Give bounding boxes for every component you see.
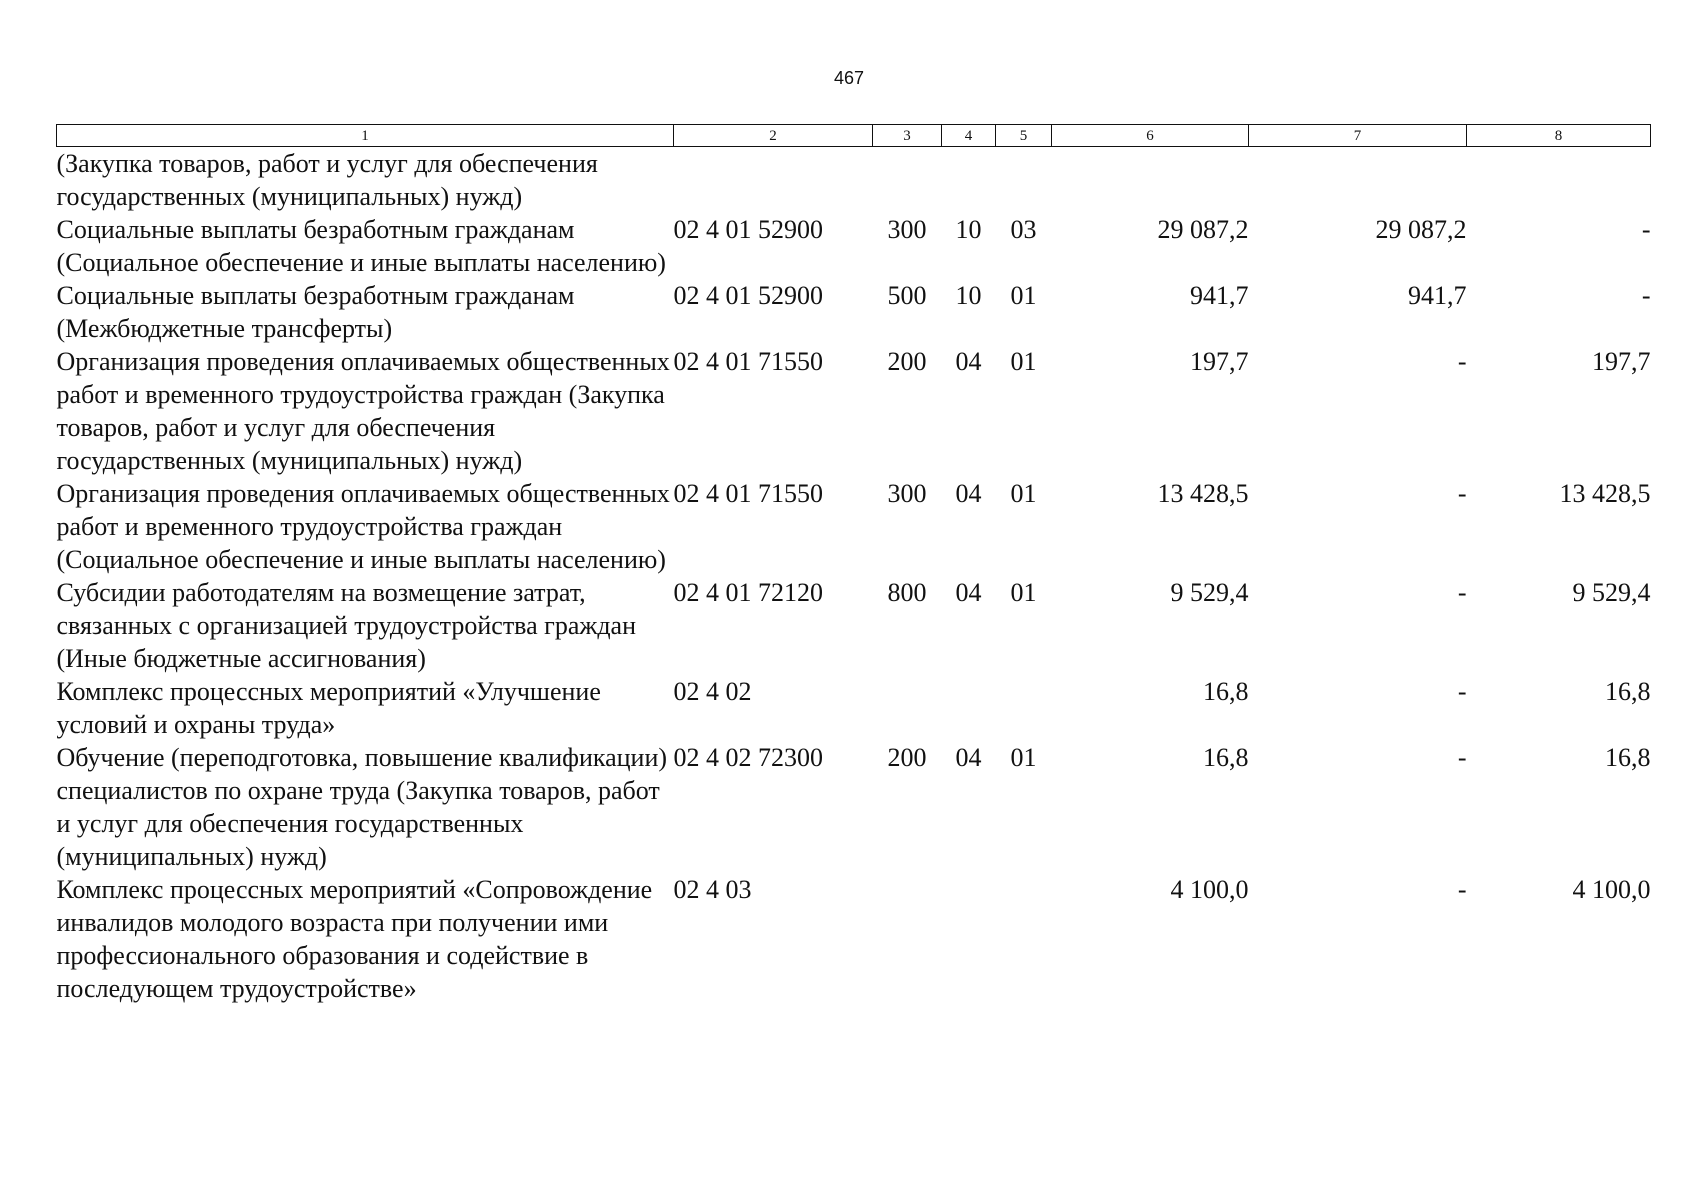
table-row xyxy=(57,675,1651,741)
total-amount: 13 428,5 xyxy=(1157,479,1249,508)
section-code: 10 xyxy=(955,281,982,310)
column-number-4: 4 xyxy=(942,125,996,147)
federal-amount: - xyxy=(1457,875,1467,904)
regional-amount: 197,7 xyxy=(1592,347,1651,376)
total-amount: 197,7 xyxy=(1190,347,1249,376)
expense-type-code: 500 xyxy=(887,281,927,310)
federal-amount xyxy=(1249,147,1467,214)
page-number: 467 xyxy=(833,68,865,88)
federal-amount: - xyxy=(1457,743,1467,772)
table-row xyxy=(57,576,1651,675)
target-article-code: 02 4 02 xyxy=(673,677,752,706)
expense-type-code xyxy=(873,147,942,214)
expense-type-code: 200 xyxy=(887,347,927,376)
target-article-code: 02 4 01 52900 xyxy=(673,281,823,310)
expense-type-code: 800 xyxy=(887,578,927,607)
target-article-code: 02 4 01 72120 xyxy=(673,578,823,607)
regional-amount: - xyxy=(1641,215,1651,244)
column-number-3: 3 xyxy=(873,125,942,147)
section-code: 10 xyxy=(955,215,982,244)
header-row xyxy=(57,125,1651,147)
target-article-code: 02 4 03 xyxy=(673,875,752,904)
table-row xyxy=(57,873,1651,1005)
target-article-code: 02 4 01 52900 xyxy=(673,215,823,244)
section-code: 04 xyxy=(955,479,982,508)
subsection-code: 01 xyxy=(1010,743,1037,772)
regional-amount: 13 428,5 xyxy=(1559,479,1651,508)
item-name: Субсидии работодателям на возмещение затрат, связанных с организацией трудоустройства граждан (Иные бюджетные ассигнования) xyxy=(56,578,637,673)
regional-amount: 9 529,4 xyxy=(1572,578,1651,607)
item-name: Социальные выплаты безработным гражданам (Межбюджетные трансферты) xyxy=(56,281,575,343)
subsection-code xyxy=(996,873,1052,1005)
section-code xyxy=(942,675,996,741)
table-row xyxy=(57,147,1651,214)
subsection-code: 01 xyxy=(1010,281,1037,310)
column-number-1: 1 xyxy=(57,125,674,147)
item-name: Обучение (переподготовка, повышение квалификации) специалистов по охране труда (Закупка товаров, работ и услуг для обеспечения государственных (муниципальных) нужд) xyxy=(56,743,668,871)
subsection-code: 03 xyxy=(1010,215,1037,244)
regional-amount: - xyxy=(1641,281,1651,310)
section-code xyxy=(942,147,996,214)
subsection-code: 01 xyxy=(1010,479,1037,508)
section-code: 04 xyxy=(955,347,982,376)
item-name: Комплекс процессных мероприятий «Улучшение условий и охраны труда» xyxy=(56,677,601,739)
federal-amount: - xyxy=(1457,347,1467,376)
subsection-code xyxy=(996,675,1052,741)
table-body xyxy=(57,147,1651,1006)
table-header xyxy=(57,125,1651,147)
item-name: Организация проведения оплачиваемых общественных работ и временного трудоустройства граждан (Закупка товаров, работ и услуг для обеспечения государственных (муниципальных) нужд) xyxy=(56,347,670,475)
total-amount xyxy=(1052,147,1249,214)
total-amount: 9 529,4 xyxy=(1170,578,1249,607)
target-article-code: 02 4 01 71550 xyxy=(673,347,823,376)
expense-type-code: 300 xyxy=(887,215,927,244)
target-article-code xyxy=(674,147,873,214)
item-name: Комплекс процессных мероприятий «Сопровождение инвалидов молодого возраста при получении ими профессионального образования и содействие в последующем трудоустройстве» xyxy=(56,875,653,1003)
column-number-5: 5 xyxy=(996,125,1052,147)
table-row xyxy=(57,279,1651,345)
item-name: (Закупка товаров, работ и услуг для обеспечения государственных (муниципальных) нужд) xyxy=(56,149,598,211)
column-number-6: 6 xyxy=(1052,125,1249,147)
expense-type-code: 200 xyxy=(887,743,927,772)
regional-amount: 4 100,0 xyxy=(1572,875,1651,904)
column-number-7: 7 xyxy=(1249,125,1467,147)
federal-amount: - xyxy=(1457,677,1467,706)
subsection-code xyxy=(996,147,1052,214)
budget-table xyxy=(56,124,1651,1005)
expense-type-code: 300 xyxy=(887,479,927,508)
section-code: 04 xyxy=(955,578,982,607)
expense-type-code xyxy=(873,675,942,741)
table-row xyxy=(57,741,1651,873)
subsection-code: 01 xyxy=(1010,347,1037,376)
total-amount: 941,7 xyxy=(1190,281,1249,310)
federal-amount: - xyxy=(1457,578,1467,607)
item-name: Организация проведения оплачиваемых общественных работ и временного трудоустройства граждан (Социальное обеспечение и иные выплаты населению) xyxy=(56,479,670,574)
total-amount: 16,8 xyxy=(1203,677,1249,706)
regional-amount: 16,8 xyxy=(1605,743,1651,772)
column-number-8: 8 xyxy=(1467,125,1651,147)
expense-type-code xyxy=(873,873,942,1005)
federal-amount: - xyxy=(1457,479,1467,508)
subsection-code: 01 xyxy=(1010,578,1037,607)
table-row xyxy=(57,213,1651,279)
total-amount: 16,8 xyxy=(1203,743,1249,772)
total-amount: 4 100,0 xyxy=(1170,875,1249,904)
target-article-code: 02 4 02 72300 xyxy=(673,743,823,772)
table-row xyxy=(57,477,1651,576)
section-code: 04 xyxy=(955,743,982,772)
federal-amount: 29 087,2 xyxy=(1375,215,1467,244)
column-number-2: 2 xyxy=(674,125,873,147)
federal-amount: 941,7 xyxy=(1408,281,1467,310)
total-amount: 29 087,2 xyxy=(1157,215,1249,244)
target-article-code: 02 4 01 71550 xyxy=(673,479,823,508)
table-row xyxy=(57,345,1651,477)
regional-amount: 16,8 xyxy=(1605,677,1651,706)
section-code xyxy=(942,873,996,1005)
item-name: Социальные выплаты безработным гражданам (Социальное обеспечение и иные выплаты населению) xyxy=(56,215,666,277)
regional-amount xyxy=(1467,147,1651,214)
